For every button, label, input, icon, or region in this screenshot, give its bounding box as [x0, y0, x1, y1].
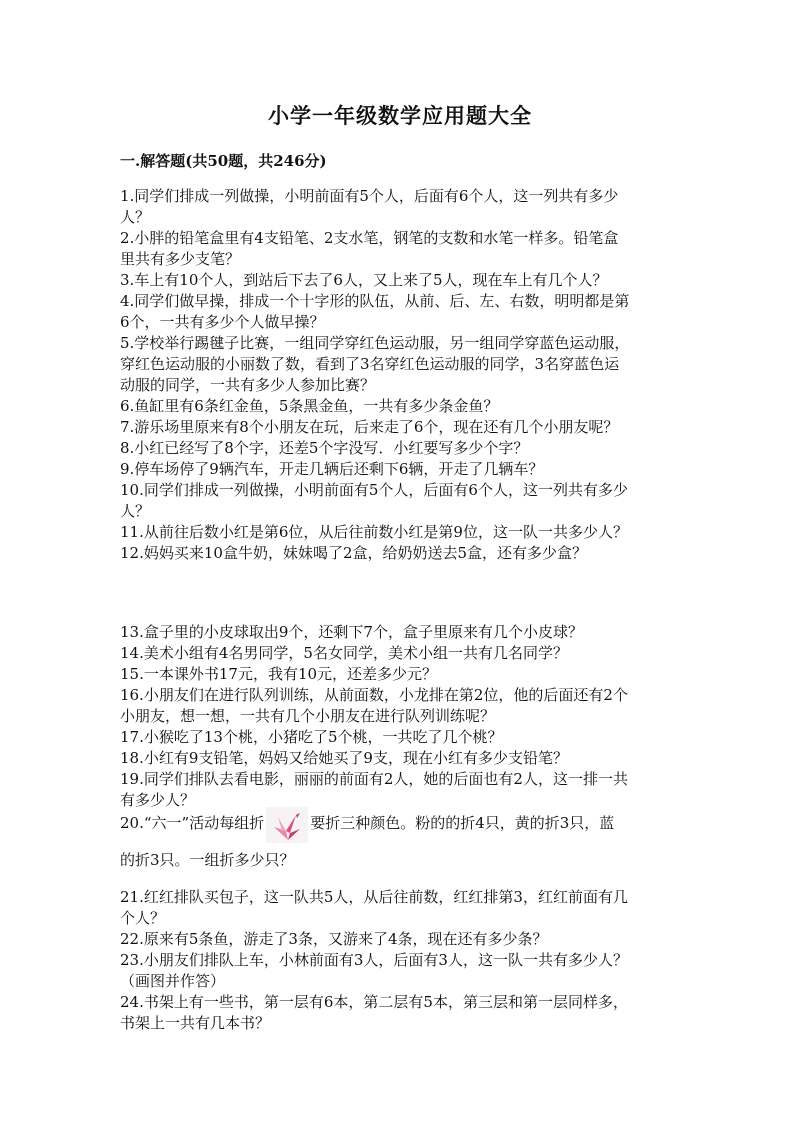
question-23: 23.小朋友们排队上车，小林前面有3人，后面有3人，这一队一共有多少人？ （画图并作答） [120, 951, 628, 990]
question-13: 13.盒子里的小皮球取出9个，还剩下7个，盒子里原来有几个小皮球？ [120, 623, 583, 641]
question-24: 24.书架上有一些书，第一层有6本，第二层有5本，第三层和第一层同样多， 书架上一共有几本书？ [120, 993, 628, 1032]
question-21: 21.红红排队买包子，这一队共5人，从后往前数，红红排第3，红红前面有几 个人？ [120, 888, 628, 927]
question-22: 22.原来有5条鱼，游走了3条，又游来了4条，现在还有多少条？ [120, 930, 548, 948]
question-16: 16.小朋友们在进行队列训练，从前面数，小龙排在第2位，他的后面还有2个 小朋友，想一想，一共有几个小朋友在进行队列训练呢？ [120, 686, 628, 725]
question-2: 2.小胖的铅笔盒里有4支铅笔、2支水笔，钢笔的支数和水笔一样多。铅笔盒 里共有多少支笔？ [120, 229, 619, 268]
question-19: 19.同学们排队去看电影，丽丽的前面有2人，她的后面也有2人，这一排一共 有多少人？ [120, 770, 628, 809]
question-9: 9.停车场停了9辆汽车，开走几辆后还剩下6辆，开走了几辆车？ [120, 460, 544, 478]
question-14: 14.美术小组有4名男同学，5名女同学，美术小组一共有几名同学？ [120, 644, 568, 662]
question-15: 15.一本课外书17元，我有10元，还差多少元？ [120, 665, 438, 683]
question-11: 11.从前往后数小红是第6位，从后往前数小红是第9位，这一队一共多少人？ [120, 523, 628, 541]
question-4: 4.同学们做早操，排成一个十字形的队伍，从前、后、左、右数，明明都是第 6个，一共有多少个人做早操？ [120, 292, 630, 331]
question-1: 1.同学们排成一列做操，小明前面有5个人，后面有6个人，这一列共有多少 人？ [120, 187, 619, 226]
question-6: 6.鱼缸里有6条红金鱼，5条黑金鱼，一共有多少条金鱼？ [120, 397, 499, 415]
question-3: 3.车上有10个人，到站后下去了6人，又上来了5人，现在车上有几个人？ [120, 271, 608, 289]
page-title: 小学一年级数学应用题大全 [268, 103, 532, 128]
paper-crane-image [266, 807, 308, 843]
section-heading: 一.解答题(共50题，共246分) [120, 152, 327, 170]
question-10: 10.同学们排成一列做操，小明前面有5个人，后面有6个人，这一列共有多少 人？ [120, 481, 628, 520]
question-12: 12.妈妈买来10盒牛奶，妹妹喝了2盒，给奶奶送去5盒，还有多少盒？ [120, 544, 588, 562]
question-18: 18.小红有9支铅笔，妈妈又给她买了9支，现在小红有多少支铅笔？ [120, 749, 568, 767]
question-20-cont: 的折3只。一组折多少只？ [120, 851, 295, 869]
question-8: 8.小红已经写了8个字，还差5个字没写．小红要写多少个字？ [120, 439, 529, 457]
question-17: 17.小猴吃了13个桃，小猪吃了5个桃，一共吃了几个桃？ [120, 728, 503, 746]
question-5: 5.学校举行踢毽子比赛，一组同学穿红色运动服，另一组同学穿蓝色运动服， 穿红色运动服的小丽数了数，看到了3名穿红色运动服的同学，3名穿蓝色运 动服的同学，一共有多少人参加比赛？ [120, 334, 630, 394]
question-20: 20.“六一”活动每组折 要折三种颜色。粉的的折4只，黄的折3只，蓝 [120, 811, 680, 837]
question-7: 7.游乐场里原来有8个小朋友在玩，后来走了6个，现在还有几个小朋友呢？ [120, 418, 619, 436]
